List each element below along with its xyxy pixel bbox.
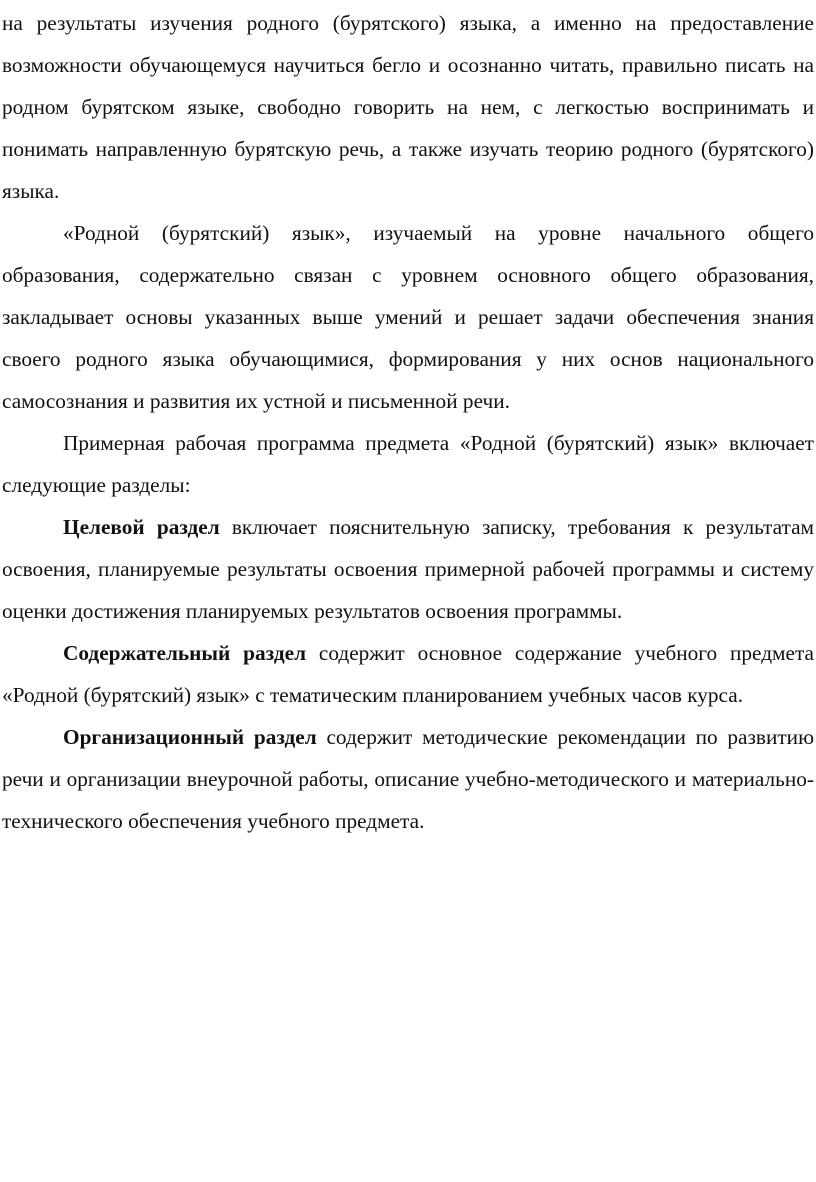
target-section-text: включает пояснительную записку, требования к результатам освоения, планируемые результаты освоения примерной рабочей программы и систему оценки достижения планируемых результатов освоения программы. (2, 515, 815, 623)
content-section-text: содержит основное содержание учебного предмета «Родной (бурятский) язык» с тематическим планированием учебных часов курса. (2, 641, 814, 707)
paragraph-content-section (2, 632, 814, 716)
paragraph-target-section (2, 506, 814, 632)
content-section-heading: Содержательный раздел (63, 641, 307, 665)
paragraph-subject-description: «Родной (бурятский) язык», изучаемый на уровне начального общего образования, содержательно связан с уровнем основного общего образования, закладывает основы указанных выше умений и решает задачи обеспечения знания своего родного языка обучающимися, формирования у них основ национального самосознания и развития их устной и письменной речи. (2, 221, 814, 413)
paragraph-program-sections-intro: Примерная рабочая программа предмета «Родной (бурятский) язык» включает следующие разделы: (2, 431, 814, 497)
organizational-section-text: содержит методические рекомендации по развитию речи и организации внеурочной работы, описание учебно-методического и материально-технического обеспечения учебного предмета. (2, 725, 814, 833)
target-section-heading: Целевой раздел (63, 515, 220, 539)
paragraph-organizational-section (2, 716, 814, 842)
paragraph-continuation: на результаты изучения родного (бурятского) языка, а именно на предоставление возможности обучающемуся научиться бегло и осознанно читать, правильно писать на родном бурятском языке, свободно говорить на нем, с легкостью воспринимать и понимать направленную бурятскую речь, а также изучать теорию родного (бурятского) языка. (2, 11, 814, 203)
organizational-section-heading: Организационный раздел (63, 725, 317, 749)
